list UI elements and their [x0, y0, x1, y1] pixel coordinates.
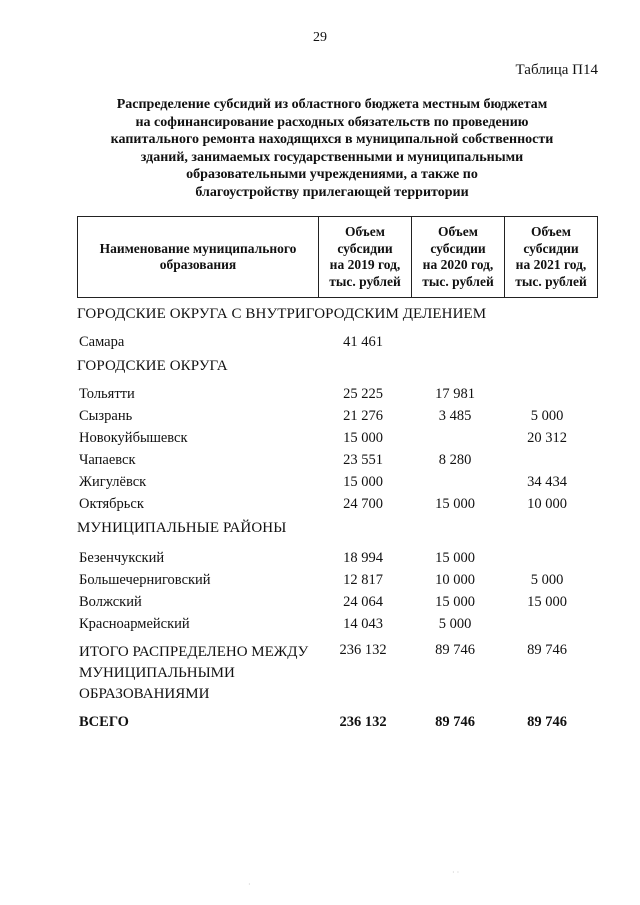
table-title: [80, 96, 584, 201]
total-label-line: ОБРАЗОВАНИЯМИ: [79, 686, 210, 702]
row-name: Красноармейский: [79, 616, 190, 632]
title-line: Распределение субсидий из областного бюджета местным бюджетам: [116, 97, 548, 112]
row-name: Сызрань: [79, 408, 133, 424]
value-2019: 12 817: [343, 572, 383, 588]
title-line: благоустройству прилегающей территории: [195, 184, 469, 200]
scan-speck: ·: [248, 880, 251, 889]
row-name: Большечерниговский: [79, 572, 211, 588]
value-2020: 3 485: [438, 408, 472, 424]
grand-total-label: ВСЕГО: [79, 714, 129, 730]
grand-total-row: [77, 714, 589, 736]
value-2019: 24 064: [343, 594, 383, 610]
value-2019: 15 000: [343, 474, 383, 490]
table-row: [77, 334, 589, 356]
total-label-line: ИТОГО РАСПРЕДЕЛЕНО МЕЖДУ: [79, 644, 309, 660]
section-heading: ГОРОДСКИЕ ОКРУГА С ВНУТРИГОРОДСКИМ ДЕЛЕНИЕМ: [77, 306, 487, 322]
header-text: на 2020 год,: [422, 257, 494, 272]
value-2021: 5 000: [530, 572, 564, 588]
value-2019: 24 700: [343, 496, 383, 512]
value-2020: 5 000: [438, 616, 472, 632]
header-text: на 2019 год,: [329, 257, 401, 272]
row-name: Безенчукский: [79, 550, 165, 566]
value-2020: 15 000: [435, 550, 475, 566]
header-text: Наименование муниципального: [99, 240, 297, 256]
table-row: [77, 496, 589, 518]
value-2020: 10 000: [435, 572, 475, 588]
value-2020: 15 000: [435, 496, 475, 512]
value-2021: 5 000: [530, 408, 564, 424]
header-2019-column: [319, 217, 412, 298]
table-row: [77, 474, 589, 496]
header-text: на 2021 год,: [515, 257, 587, 272]
value-2019: 21 276: [343, 408, 383, 424]
table-row: [77, 386, 589, 408]
value-2020: 89 746: [435, 714, 475, 730]
total-distributed-row: [77, 642, 589, 706]
table-header: [77, 216, 598, 298]
value-2019: 41 461: [343, 334, 383, 350]
table-label: Таблица П14: [515, 62, 598, 78]
title-line: образовательными учреждениями, а также по: [186, 167, 478, 182]
header-text: Объем: [438, 224, 478, 239]
value-2021: 15 000: [527, 594, 567, 610]
value-2020: 15 000: [435, 594, 475, 610]
value-2019: 236 132: [339, 714, 387, 730]
header-text: тыс. рублей: [515, 273, 587, 289]
header-text: субсидии: [523, 240, 579, 256]
value-2021: 34 434: [527, 474, 567, 490]
table-row: [77, 616, 589, 638]
value-2019: 236 132: [339, 642, 387, 658]
value-2019: 15 000: [343, 430, 383, 446]
value-2020: 17 981: [435, 386, 475, 402]
row-name: Октябрьск: [79, 496, 144, 512]
header-text: образования: [159, 257, 237, 272]
row-name: Жигулёвск: [79, 474, 147, 490]
header-name-column: [78, 217, 319, 298]
value-2019: 25 225: [343, 386, 383, 402]
title-line: капитального ремонта находящихся в муниципальной собственности: [110, 132, 554, 147]
table-row: [77, 430, 589, 452]
value-2021: 89 746: [527, 714, 567, 730]
header-text: тыс. рублей: [329, 273, 401, 289]
section-heading: ГОРОДСКИЕ ОКРУГА: [77, 358, 228, 374]
header-2020-column: [412, 217, 505, 298]
row-name: Чапаевск: [79, 452, 136, 468]
value-2019: 14 043: [343, 616, 383, 632]
header-text: субсидии: [430, 240, 486, 256]
header-text: субсидии: [337, 240, 393, 256]
total-distributed-label: [79, 642, 319, 705]
value-2020: 8 280: [438, 452, 472, 468]
value-2021: 10 000: [527, 496, 567, 512]
table-row: [77, 594, 589, 616]
value-2020: 89 746: [435, 642, 475, 658]
row-name: Новокуйбышевск: [79, 430, 188, 446]
title-line: зданий, занимаемых государственными и муниципальными: [140, 149, 524, 165]
row-name: Самара: [79, 334, 125, 350]
value-2021: 20 312: [527, 430, 567, 446]
header-text: тыс. рублей: [422, 273, 494, 289]
section-heading: МУНИЦИПАЛЬНЫЕ РАЙОНЫ: [77, 520, 287, 536]
value-2019: 23 551: [343, 452, 383, 468]
header-text: Объем: [531, 224, 571, 239]
row-name: Тольятти: [79, 386, 135, 402]
scan-speck: · ·: [452, 868, 460, 877]
row-name: Волжский: [79, 594, 142, 610]
title-line: на софинансирование расходных обязательств по проведению: [135, 114, 529, 130]
table-row: [77, 550, 589, 572]
value-2019: 18 994: [343, 550, 383, 566]
header-2021-column: [505, 217, 598, 298]
header-text: Объем: [345, 224, 385, 239]
table-row: [77, 452, 589, 474]
table-row: [77, 572, 589, 594]
value-2021: 89 746: [527, 642, 567, 658]
table-row: [77, 408, 589, 430]
total-label-line: МУНИЦИПАЛЬНЫМИ: [79, 665, 235, 681]
page-number: 29: [313, 30, 327, 45]
